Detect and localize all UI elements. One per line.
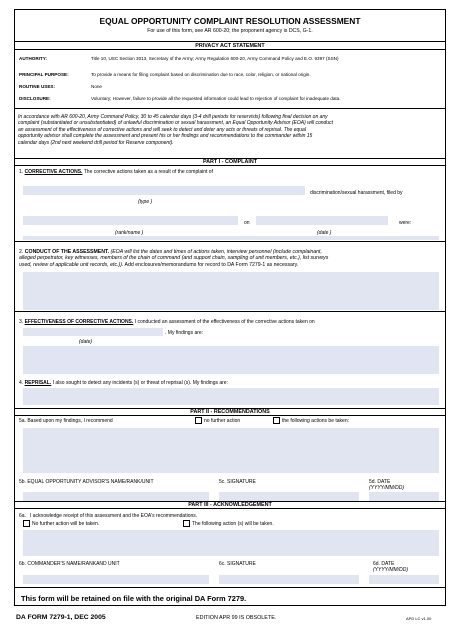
item3-text: 3. EFFECTIVENESS OF CORRECTIVE ACTIONS. I conducted an assessment of the effectiveness of the corrective actions taken on <box>19 319 315 325</box>
eoa-name-field[interactable] <box>23 492 209 501</box>
authority-label: AUTHORITY: <box>19 56 47 61</box>
form-title: EQUAL OPPORTUNITY COMPLAINT RESOLUTION ASSESSMENT <box>99 16 361 26</box>
part1-header: PART I - COMPLAINT <box>15 158 445 166</box>
item5d-label: 5d. DATE <box>369 479 391 485</box>
reprisal-findings-field[interactable] <box>23 388 439 405</box>
item6d-format: (YYYY/MM/DD) <box>373 567 408 573</box>
edition-note: EDITION APR 99 IS OBSOLETE. <box>196 615 277 621</box>
item6b-label: 6b. COMMANDER'S NAME/RANKAND UNIT <box>19 561 120 567</box>
complaint-type-field[interactable] <box>23 186 305 195</box>
corrective-actions-field[interactable] <box>23 236 439 240</box>
no-further-action-checkbox[interactable] <box>195 417 202 424</box>
item1-filed-by-text: discrimination/sexual harassment, filed by <box>310 190 403 196</box>
type-caption: (type ) <box>138 199 153 205</box>
instructions: In accordance with AR 600-20, Army Command Policy, 30 to 45 calendar days (3-4 drill periods for reservists) following final decision on any complaint (substantiated or unsubstantiated) of unlawful discrimination or sexual harassment, an Equal Opportunity Advisor (EOA) will conduct an assessment of the effectiveness of corrective actions and will seek to detect and deter any acts or threats of reprisal. The equal opportunity advisor shall complete the assessment and present his or her findings and recommendations to the commander within 15 calendar days (2nd next weekend drill period for Reserve component). <box>18 114 333 146</box>
routine-uses-label: ROUTINE USES: <box>19 84 55 89</box>
rankname-caption: (rank/name ) <box>115 230 144 236</box>
ack-following-action-checkbox[interactable] <box>183 520 190 527</box>
eoa-date-field[interactable] <box>369 492 439 501</box>
item6d-label: 6d. DATE <box>373 561 395 567</box>
commander-date-field[interactable] <box>369 575 439 584</box>
item5d-format: (YYYY/MM/DD) <box>369 485 404 491</box>
form-id: DA FORM 7279-1, DEC 2005 <box>16 614 106 621</box>
acknowledgement-actions-field[interactable] <box>23 530 439 556</box>
rank-name-field[interactable] <box>23 216 238 225</box>
part3-header: PART III - ACKNOWLEDGEMENT <box>15 501 445 509</box>
item5c-label: 5c. SIGNATURE <box>219 479 256 485</box>
disclosure-text: Voluntary; However, failure to provide all the requested information could lead to rejection of complaint for inadequate data. <box>91 96 341 101</box>
authority-text: Title 10, USC Section 3013, Secretary of the Army; Army Regulation 600-20, Army Command Policy and E.O. 9397 (SSN) <box>91 56 339 61</box>
item6a-num: 6a. <box>19 513 26 519</box>
item5a-text: 5a. Based upon my findings, I recommend <box>19 418 113 424</box>
item4-text: 4. REPRISAL. I also sought to detect any incidents (s) or threat of reprisal (s). My findings are: <box>19 380 228 386</box>
commander-signature-field[interactable] <box>219 575 359 584</box>
commander-name-field[interactable] <box>23 575 209 584</box>
principal-purpose-text: To provide a means for filing complaint based on discrimination due to race, color, religion, or national origin. <box>91 72 311 77</box>
effectiveness-findings-field[interactable] <box>23 346 439 374</box>
on-text: on <box>244 220 250 226</box>
item2-text: 2. CONDUCT OF THE ASSESSMENT. (EOA will list the dates and times of actions taken, interview personnel (include complainant, alleged perpetrator, key witnesses, members of the chain of command (and support chain, sampling of unit members, etc.), list surveys used, review of applicable unit records, etc.)). Add enclosures/memorandums for record to DA Form 7279-1 as necessary. <box>19 249 329 268</box>
assessment-conduct-field[interactable] <box>23 272 439 310</box>
item3-findings-text: . My findings are: <box>165 330 204 336</box>
retention-note: This form will be retained on file with the original DA Form 7279. <box>21 594 247 603</box>
assessment-date-field[interactable] <box>23 328 163 336</box>
ack-no-further-action-label: No further action will be taken. <box>32 521 100 527</box>
divider <box>15 108 445 109</box>
date-caption: (date ) <box>317 230 332 236</box>
ack-no-further-action-checkbox[interactable] <box>23 520 30 527</box>
following-actions-label: the following actions be taken: <box>282 418 349 424</box>
divider <box>15 587 445 588</box>
version-label: APD LC v1.00 <box>406 616 432 621</box>
following-actions-checkbox[interactable] <box>273 417 280 424</box>
eoa-signature-field[interactable] <box>219 492 359 501</box>
item6c-label: 6c. SIGNATURE <box>219 561 256 567</box>
filed-date-field[interactable] <box>256 216 388 225</box>
item1-text: 1. CORRECTIVE ACTIONS. The corrective actions taken as a result of the complaint of <box>19 169 213 175</box>
part2-header: PART II - RECOMMENDATIONS <box>15 408 445 416</box>
item5b-label: 5b. EQUAL OPPORTUNITY ADVISOR'S NAME/RANK/UNIT <box>19 479 154 485</box>
form-container <box>14 9 446 606</box>
ack-following-action-label: The following action (s) will be taken. <box>192 521 274 527</box>
were-text: were: <box>399 220 412 226</box>
item3-date-caption: (date) <box>79 339 93 345</box>
item6a-text: I acknowledge receipt of this assessment and the EOA's recommendations. <box>30 513 198 519</box>
recommendations-field[interactable] <box>23 428 439 473</box>
divider <box>15 241 445 242</box>
principal-purpose-label: PRINCIPAL PURPOSE: <box>19 72 69 77</box>
privacy-act-header: PRIVACY ACT STATEMENT <box>15 41 445 50</box>
disclosure-label: DISCLOSURE: <box>19 96 51 101</box>
form-subtitle: For use of this form, see AR 600-20; the proponent agency is DCS, G-1. <box>147 28 313 34</box>
routine-uses-text: None <box>91 84 102 89</box>
divider <box>15 311 445 312</box>
no-further-action-label: no further action <box>204 418 241 424</box>
